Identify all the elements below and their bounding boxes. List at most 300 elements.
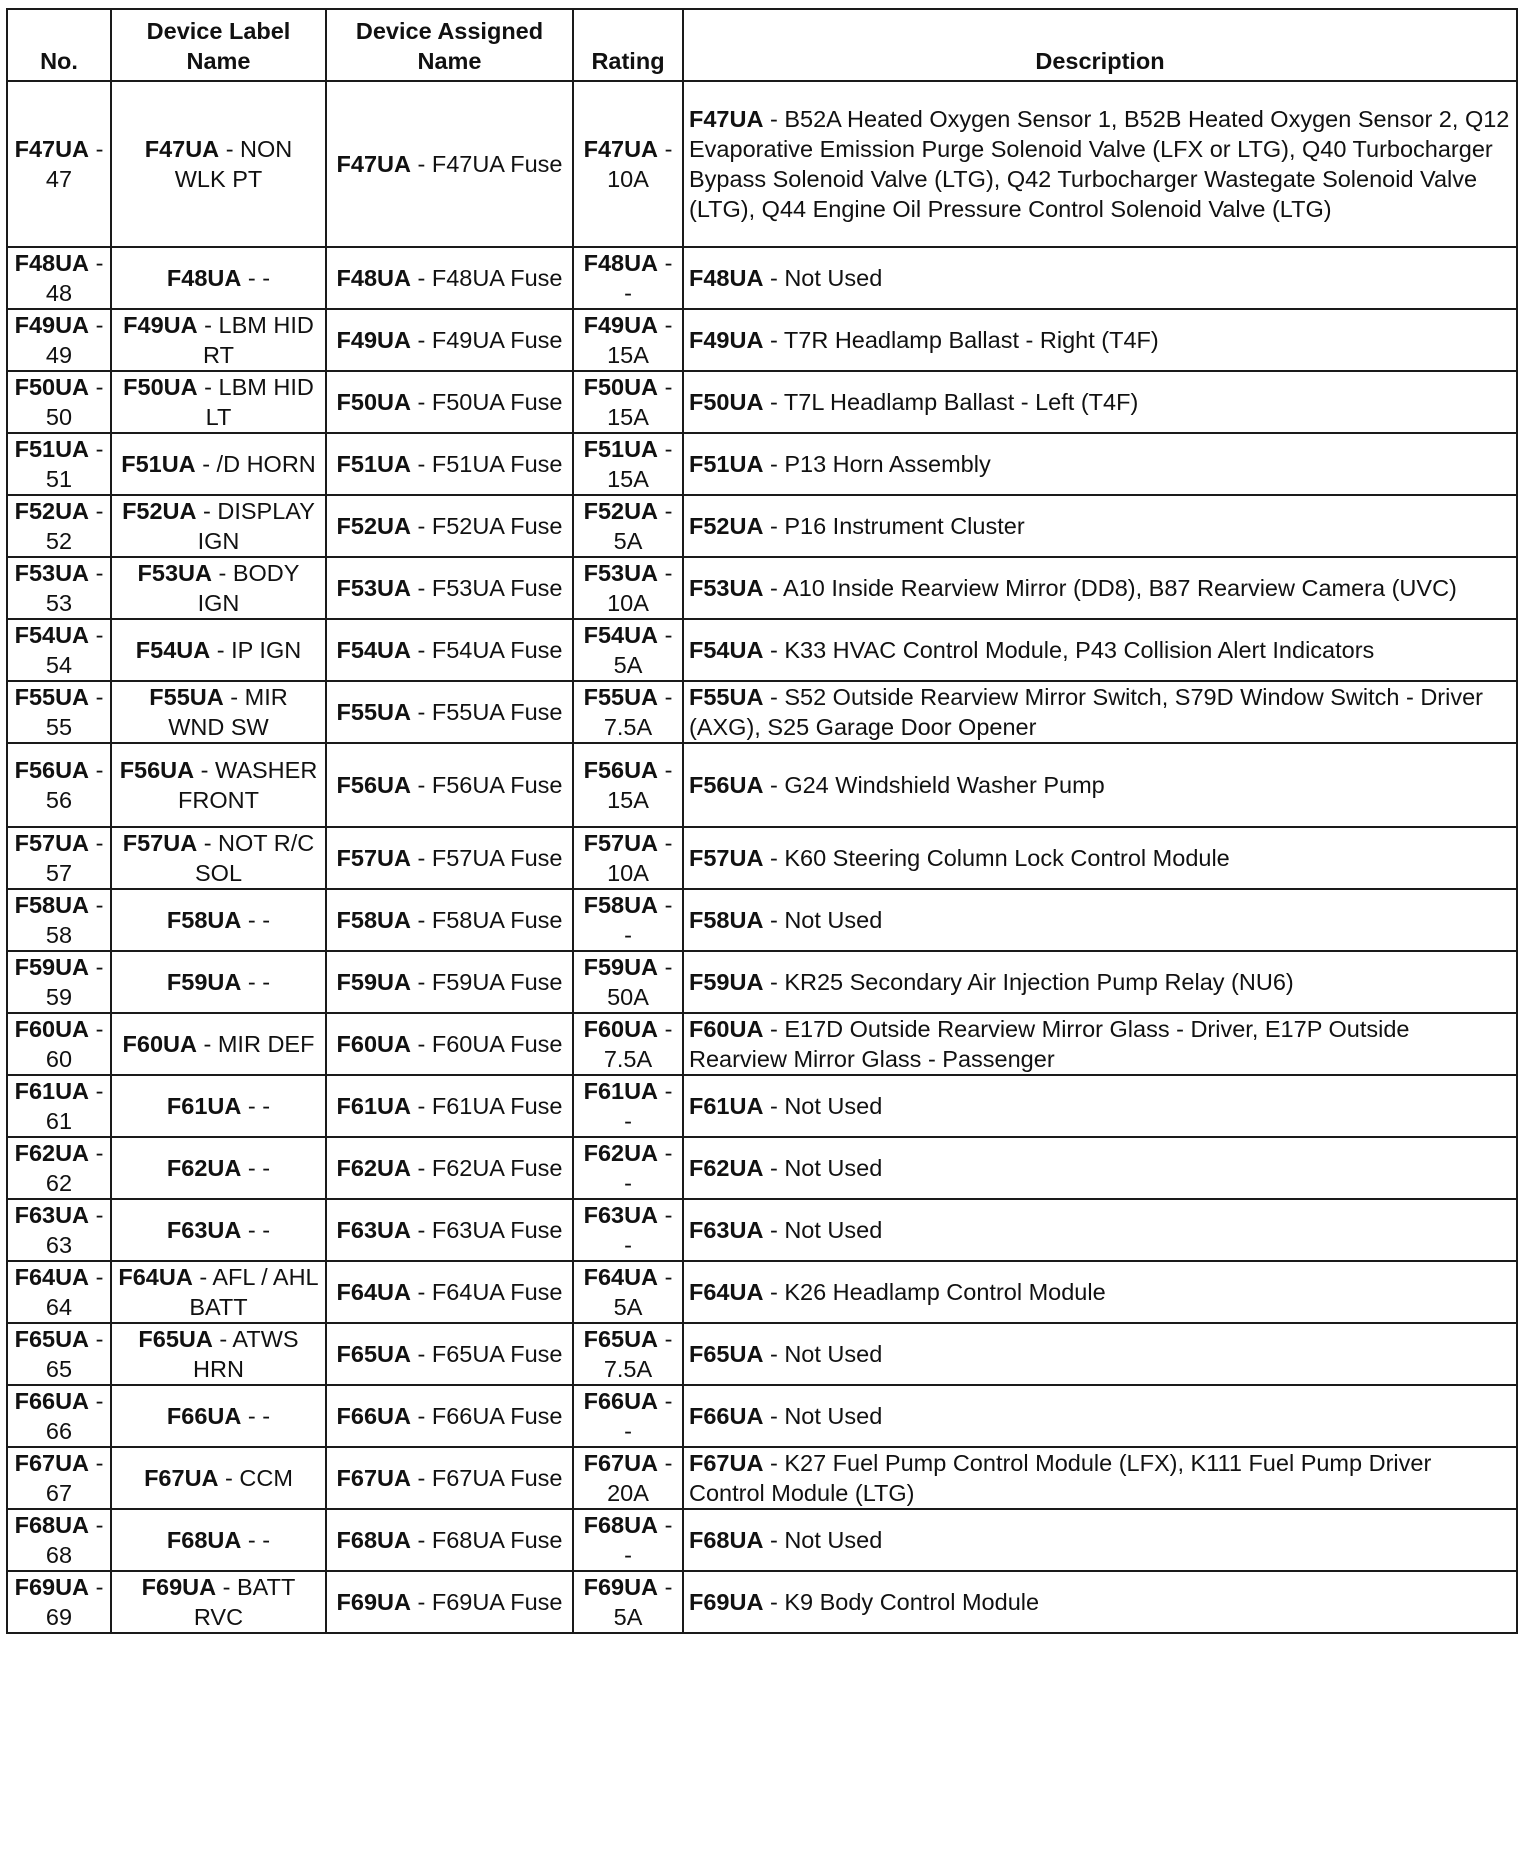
fuse-id: F58UA [336, 907, 411, 933]
cell-assigned [326, 827, 573, 889]
cell-no [7, 681, 111, 743]
cell-no [7, 1509, 111, 1571]
cell-assigned-text: - F52UA Fuse [417, 513, 563, 539]
fuse-id: F49UA [14, 312, 90, 338]
fuse-id: F51UA [689, 451, 764, 477]
fuse-id: F59UA [166, 969, 242, 995]
cell-description-text: - E17D Outside Rearview Mirror Glass - Driver, E17P Outside Rearview Mirror Glass - Passenger [689, 1016, 1410, 1072]
table-row [7, 1261, 1517, 1323]
fuse-id: F59UA [689, 969, 764, 995]
fuse-id: F49UA [336, 327, 411, 353]
cell-assigned [326, 1075, 573, 1137]
cell-rating-text: - - [624, 892, 673, 948]
cell-rating [573, 371, 683, 433]
fuse-id: F59UA [336, 969, 411, 995]
cell-description [683, 619, 1517, 681]
cell-assigned [326, 743, 573, 827]
cell-no-text: - 60 [45, 1016, 104, 1072]
cell-description-text: - Not Used [769, 1217, 883, 1243]
cell-label [111, 1385, 326, 1447]
cell-label-text: - - [247, 1403, 271, 1429]
cell-assigned-text: - F63UA Fuse [417, 1217, 563, 1243]
fuse-id: F54UA [14, 622, 90, 648]
header-label: Device Label Name [111, 9, 326, 81]
table-row [7, 743, 1517, 827]
cell-rating-text: - 20A [607, 1450, 673, 1506]
cell-description [683, 1199, 1517, 1261]
fuse-id: F55UA [336, 699, 411, 725]
cell-assigned [326, 309, 573, 371]
fuse-id: F57UA [122, 830, 198, 856]
fuse-id: F56UA [689, 772, 764, 798]
cell-no-text: - 68 [45, 1512, 104, 1568]
cell-description-text: - Not Used [769, 1527, 883, 1553]
cell-assigned [326, 1013, 573, 1075]
fuse-id: F64UA [14, 1264, 90, 1290]
cell-description [683, 889, 1517, 951]
cell-description-text: - Not Used [769, 265, 883, 291]
cell-assigned-text: - F59UA Fuse [417, 969, 563, 995]
cell-rating-text: - 5A [613, 498, 673, 554]
cell-no-text: - 61 [45, 1078, 104, 1134]
fuse-id: F51UA [336, 451, 411, 477]
cell-no [7, 1199, 111, 1261]
cell-no-text: - 53 [45, 560, 104, 616]
fuse-id: F68UA [336, 1527, 411, 1553]
table-row [7, 1199, 1517, 1261]
cell-description-text: - T7L Headlamp Ballast - Left (T4F) [769, 389, 1139, 415]
fuse-id: F67UA [583, 1450, 659, 1476]
cell-label [111, 827, 326, 889]
fuse-id: F66UA [166, 1403, 242, 1429]
cell-description [683, 1137, 1517, 1199]
cell-no-text: - 56 [45, 757, 104, 813]
fuse-id: F50UA [123, 374, 198, 400]
cell-rating [573, 1199, 683, 1261]
cell-rating [573, 495, 683, 557]
cell-label [111, 1447, 326, 1509]
fuse-id: F54UA [336, 637, 411, 663]
cell-description [683, 495, 1517, 557]
header-rating: Rating [573, 9, 683, 81]
cell-assigned [326, 1571, 573, 1633]
cell-rating [573, 247, 683, 309]
fuse-id: F59UA [583, 954, 659, 980]
fuse-id: F68UA [14, 1512, 90, 1538]
fuse-id: F54UA [135, 637, 211, 663]
header-description: Description [683, 9, 1517, 81]
cell-label-text: - - [247, 969, 271, 995]
cell-assigned [326, 681, 573, 743]
fuse-id: F62UA [583, 1140, 659, 1166]
fuse-id: F61UA [583, 1078, 659, 1104]
fuse-id: F53UA [137, 560, 212, 586]
cell-rating-text: - 7.5A [603, 684, 673, 740]
cell-rating [573, 1013, 683, 1075]
fuse-id: F52UA [122, 498, 197, 524]
cell-no-text: - 51 [45, 436, 104, 492]
cell-label [111, 889, 326, 951]
cell-description [683, 309, 1517, 371]
table-row [7, 827, 1517, 889]
cell-rating [573, 557, 683, 619]
fuse-id: F51UA [583, 436, 659, 462]
cell-label [111, 1571, 326, 1633]
fuse-table [6, 8, 1518, 1634]
table-row [7, 1137, 1517, 1199]
fuse-id: F55UA [583, 684, 659, 710]
cell-description-text: - Not Used [769, 1155, 883, 1181]
fuse-id: F48UA [14, 250, 90, 276]
fuse-id: F53UA [14, 560, 90, 586]
cell-rating-text: - - [624, 1078, 673, 1134]
cell-description [683, 1509, 1517, 1571]
fuse-id: F66UA [583, 1388, 659, 1414]
cell-no-text: - 52 [45, 498, 104, 554]
cell-label-text: - IP IGN [216, 637, 302, 663]
cell-assigned [326, 1323, 573, 1385]
cell-label-text: - - [247, 265, 271, 291]
fuse-id: F63UA [14, 1202, 90, 1228]
cell-rating [573, 1447, 683, 1509]
cell-no [7, 889, 111, 951]
cell-rating [573, 1509, 683, 1571]
fuse-id: F63UA [166, 1217, 242, 1243]
fuse-id: F69UA [141, 1574, 217, 1600]
fuse-id: F69UA [689, 1589, 764, 1615]
cell-assigned [326, 1261, 573, 1323]
cell-label [111, 1199, 326, 1261]
cell-rating [573, 433, 683, 495]
cell-assigned-text: - F58UA Fuse [417, 907, 563, 933]
cell-assigned-text: - F54UA Fuse [417, 637, 563, 663]
cell-description [683, 681, 1517, 743]
cell-label [111, 1261, 326, 1323]
cell-rating-text: - 5A [613, 622, 673, 678]
cell-assigned [326, 247, 573, 309]
fuse-id: F62UA [689, 1155, 764, 1181]
cell-assigned [326, 951, 573, 1013]
cell-description-text: - P16 Instrument Cluster [769, 513, 1025, 539]
cell-assigned [326, 433, 573, 495]
cell-assigned-text: - F69UA Fuse [417, 1589, 563, 1615]
cell-description-text: - P13 Horn Assembly [769, 451, 991, 477]
cell-no-text: - 62 [45, 1140, 104, 1196]
cell-label-text: - /D HORN [202, 451, 316, 477]
fuse-id: F52UA [583, 498, 659, 524]
table-row [7, 1509, 1517, 1571]
cell-no [7, 433, 111, 495]
fuse-id: F68UA [166, 1527, 242, 1553]
fuse-id: F60UA [689, 1016, 764, 1042]
cell-no [7, 1075, 111, 1137]
fuse-id: F49UA [123, 312, 198, 338]
cell-rating-text: - 50A [607, 954, 673, 1010]
cell-no [7, 827, 111, 889]
fuse-id: F64UA [689, 1279, 764, 1305]
cell-no-text: - 59 [45, 954, 104, 1010]
cell-description-text: - K33 HVAC Control Module, P43 Collision Alert Indicators [769, 637, 1375, 663]
cell-rating [573, 1075, 683, 1137]
cell-label-text: - ATWS HRN [193, 1326, 299, 1382]
fuse-id: F50UA [689, 389, 764, 415]
table-row [7, 951, 1517, 1013]
fuse-id: F57UA [583, 830, 659, 856]
fuse-id: F62UA [166, 1155, 242, 1181]
fuse-id: F66UA [336, 1403, 411, 1429]
cell-assigned-text: - F53UA Fuse [417, 575, 563, 601]
fuse-id: F56UA [14, 757, 90, 783]
cell-label-text: - CCM [225, 1465, 293, 1491]
cell-description [683, 1261, 1517, 1323]
cell-label-text: - BATT RVC [193, 1574, 296, 1630]
table-row [7, 1075, 1517, 1137]
cell-no-text: - 55 [45, 684, 104, 740]
cell-label [111, 495, 326, 557]
cell-rating-text: - - [624, 250, 673, 306]
cell-label-text: - WASHER FRONT [178, 757, 318, 813]
cell-assigned [326, 889, 573, 951]
cell-no [7, 495, 111, 557]
fuse-id: F48UA [583, 250, 659, 276]
fuse-id: F59UA [14, 954, 90, 980]
fuse-id: F54UA [583, 622, 659, 648]
fuse-id: F67UA [14, 1450, 90, 1476]
fuse-id: F49UA [689, 327, 764, 353]
fuse-id: F47UA [583, 136, 659, 162]
fuse-id: F62UA [336, 1155, 411, 1181]
cell-rating [573, 1323, 683, 1385]
cell-assigned-text: - F57UA Fuse [417, 845, 563, 871]
fuse-id: F51UA [14, 436, 90, 462]
table-row [7, 371, 1517, 433]
cell-description [683, 743, 1517, 827]
cell-rating-text: - 15A [607, 312, 673, 368]
cell-description [683, 1385, 1517, 1447]
cell-no-text: - 49 [45, 312, 104, 368]
cell-description-text: - Not Used [769, 907, 883, 933]
cell-label [111, 743, 326, 827]
cell-assigned-text: - F60UA Fuse [417, 1031, 563, 1057]
fuse-id: F54UA [689, 637, 764, 663]
cell-label-text: - LBM HID LT [204, 374, 314, 430]
table-body [7, 81, 1517, 1633]
fuse-id: F55UA [149, 684, 224, 710]
cell-rating [573, 681, 683, 743]
cell-label [111, 1323, 326, 1385]
cell-label-text: - MIR WND SW [168, 684, 288, 740]
fuse-id: F57UA [14, 830, 90, 856]
cell-description [683, 371, 1517, 433]
cell-rating-text: - - [624, 1512, 673, 1568]
cell-assigned-text: - F65UA Fuse [417, 1341, 563, 1367]
cell-label [111, 1137, 326, 1199]
header-no: No. [7, 9, 111, 81]
fuse-id: F58UA [689, 907, 764, 933]
cell-assigned [326, 1447, 573, 1509]
cell-no [7, 951, 111, 1013]
fuse-id: F69UA [583, 1574, 659, 1600]
cell-rating-text: - 10A [607, 136, 673, 192]
cell-assigned-text: - F66UA Fuse [417, 1403, 563, 1429]
cell-assigned [326, 495, 573, 557]
cell-assigned-text: - F49UA Fuse [417, 327, 563, 353]
cell-description-text: - K26 Headlamp Control Module [769, 1279, 1106, 1305]
cell-assigned [326, 619, 573, 681]
cell-label-text: - - [247, 907, 271, 933]
cell-rating [573, 1137, 683, 1199]
fuse-id: F65UA [583, 1326, 659, 1352]
cell-label-text: - MIR DEF [203, 1031, 315, 1057]
cell-no [7, 81, 111, 247]
cell-rating-text: - 15A [607, 436, 673, 492]
cell-description [683, 247, 1517, 309]
cell-assigned [326, 371, 573, 433]
fuse-id: F64UA [336, 1279, 411, 1305]
cell-no [7, 247, 111, 309]
table-row [7, 681, 1517, 743]
cell-description [683, 1013, 1517, 1075]
cell-rating [573, 743, 683, 827]
cell-rating [573, 1261, 683, 1323]
fuse-id: F61UA [689, 1093, 764, 1119]
fuse-id: F67UA [336, 1465, 411, 1491]
cell-assigned-text: - F51UA Fuse [417, 451, 563, 477]
fuse-id: F64UA [583, 1264, 659, 1290]
cell-no [7, 1447, 111, 1509]
cell-rating-text: - 10A [607, 560, 673, 616]
fuse-id: F64UA [118, 1264, 193, 1290]
cell-description-text: - Not Used [769, 1403, 883, 1429]
cell-no [7, 1261, 111, 1323]
cell-rating [573, 619, 683, 681]
cell-rating-text: - 5A [613, 1574, 673, 1630]
cell-rating-text: - - [624, 1140, 673, 1196]
cell-label-text: - - [247, 1527, 271, 1553]
fuse-id: F47UA [144, 136, 220, 162]
fuse-id: F68UA [689, 1527, 764, 1553]
fuse-id: F48UA [336, 265, 411, 291]
fuse-id: F60UA [14, 1016, 90, 1042]
cell-label [111, 1509, 326, 1571]
fuse-id: F53UA [583, 560, 659, 586]
cell-rating [573, 889, 683, 951]
cell-no-text: - 66 [45, 1388, 104, 1444]
cell-no [7, 1013, 111, 1075]
cell-label [111, 247, 326, 309]
fuse-id: F57UA [336, 845, 411, 871]
cell-rating-text: - 7.5A [603, 1016, 673, 1072]
cell-description-text: - T7R Headlamp Ballast - Right (T4F) [769, 327, 1159, 353]
fuse-id: F58UA [14, 892, 90, 918]
fuse-id: F53UA [689, 575, 764, 601]
cell-no [7, 557, 111, 619]
cell-description-text: - G24 Windshield Washer Pump [769, 772, 1105, 798]
table-row [7, 889, 1517, 951]
table-row [7, 557, 1517, 619]
cell-rating-text: - 15A [607, 757, 673, 813]
fuse-id: F66UA [689, 1403, 764, 1429]
cell-no [7, 619, 111, 681]
cell-no-text: - 67 [45, 1450, 104, 1506]
cell-rating-text: - - [624, 1202, 673, 1258]
cell-description-text: - K60 Steering Column Lock Control Module [769, 845, 1230, 871]
cell-label [111, 1075, 326, 1137]
cell-description-text: - K9 Body Control Module [769, 1589, 1040, 1615]
cell-description [683, 433, 1517, 495]
table-row [7, 1013, 1517, 1075]
cell-description [683, 1075, 1517, 1137]
cell-no [7, 743, 111, 827]
table-row [7, 619, 1517, 681]
fuse-id: F67UA [689, 1450, 764, 1476]
cell-assigned-text: - F55UA Fuse [417, 699, 563, 725]
cell-no [7, 1571, 111, 1633]
cell-no [7, 1137, 111, 1199]
fuse-id: F47UA [689, 106, 764, 132]
cell-label-text: - - [247, 1217, 271, 1243]
cell-label-text: - BODY IGN [197, 560, 300, 616]
cell-label [111, 1013, 326, 1075]
table-header [7, 9, 1517, 81]
cell-assigned [326, 1385, 573, 1447]
cell-label [111, 371, 326, 433]
cell-assigned [326, 81, 573, 247]
fuse-id: F52UA [336, 513, 411, 539]
cell-label [111, 681, 326, 743]
fuse-id: F51UA [121, 451, 196, 477]
cell-label [111, 951, 326, 1013]
cell-label-text: - AFL / AHL BATT [189, 1264, 319, 1320]
cell-rating [573, 1385, 683, 1447]
fuse-id: F69UA [14, 1574, 90, 1600]
fuse-id: F55UA [14, 684, 90, 710]
cell-description [683, 827, 1517, 889]
fuse-id: F52UA [689, 513, 764, 539]
fuse-id: F49UA [583, 312, 659, 338]
table-row [7, 1447, 1517, 1509]
cell-label-text: - DISPLAY IGN [197, 498, 315, 554]
fuse-id: F66UA [14, 1388, 90, 1414]
table-row [7, 81, 1517, 247]
cell-assigned-text: - F56UA Fuse [417, 772, 563, 798]
cell-description [683, 81, 1517, 247]
cell-description [683, 1447, 1517, 1509]
cell-assigned [326, 1199, 573, 1261]
cell-label [111, 81, 326, 247]
fuse-id: F50UA [336, 389, 411, 415]
cell-description-text: - Not Used [769, 1341, 883, 1367]
fuse-id: F47UA [336, 151, 411, 177]
cell-no-text: - 48 [45, 250, 104, 306]
cell-no [7, 309, 111, 371]
cell-assigned [326, 1509, 573, 1571]
fuse-id: F56UA [583, 757, 659, 783]
cell-rating [573, 1571, 683, 1633]
cell-label-text: - NON WLK PT [174, 136, 293, 192]
cell-assigned-text: - F62UA Fuse [417, 1155, 563, 1181]
cell-description-text: - A10 Inside Rearview Mirror (DD8), B87 Rearview Camera (UVC) [769, 575, 1457, 601]
cell-label-text: - - [247, 1093, 271, 1119]
cell-rating-text: - 7.5A [603, 1326, 673, 1382]
table-row [7, 1571, 1517, 1633]
cell-no [7, 1385, 111, 1447]
fuse-id: F62UA [14, 1140, 90, 1166]
fuse-id: F61UA [14, 1078, 90, 1104]
cell-description-text: - S52 Outside Rearview Mirror Switch, S79D Window Switch - Driver (AXG), S25 Garage Door Opener [689, 684, 1483, 740]
cell-label-text: - - [247, 1155, 271, 1181]
cell-assigned-text: - F61UA Fuse [417, 1093, 563, 1119]
